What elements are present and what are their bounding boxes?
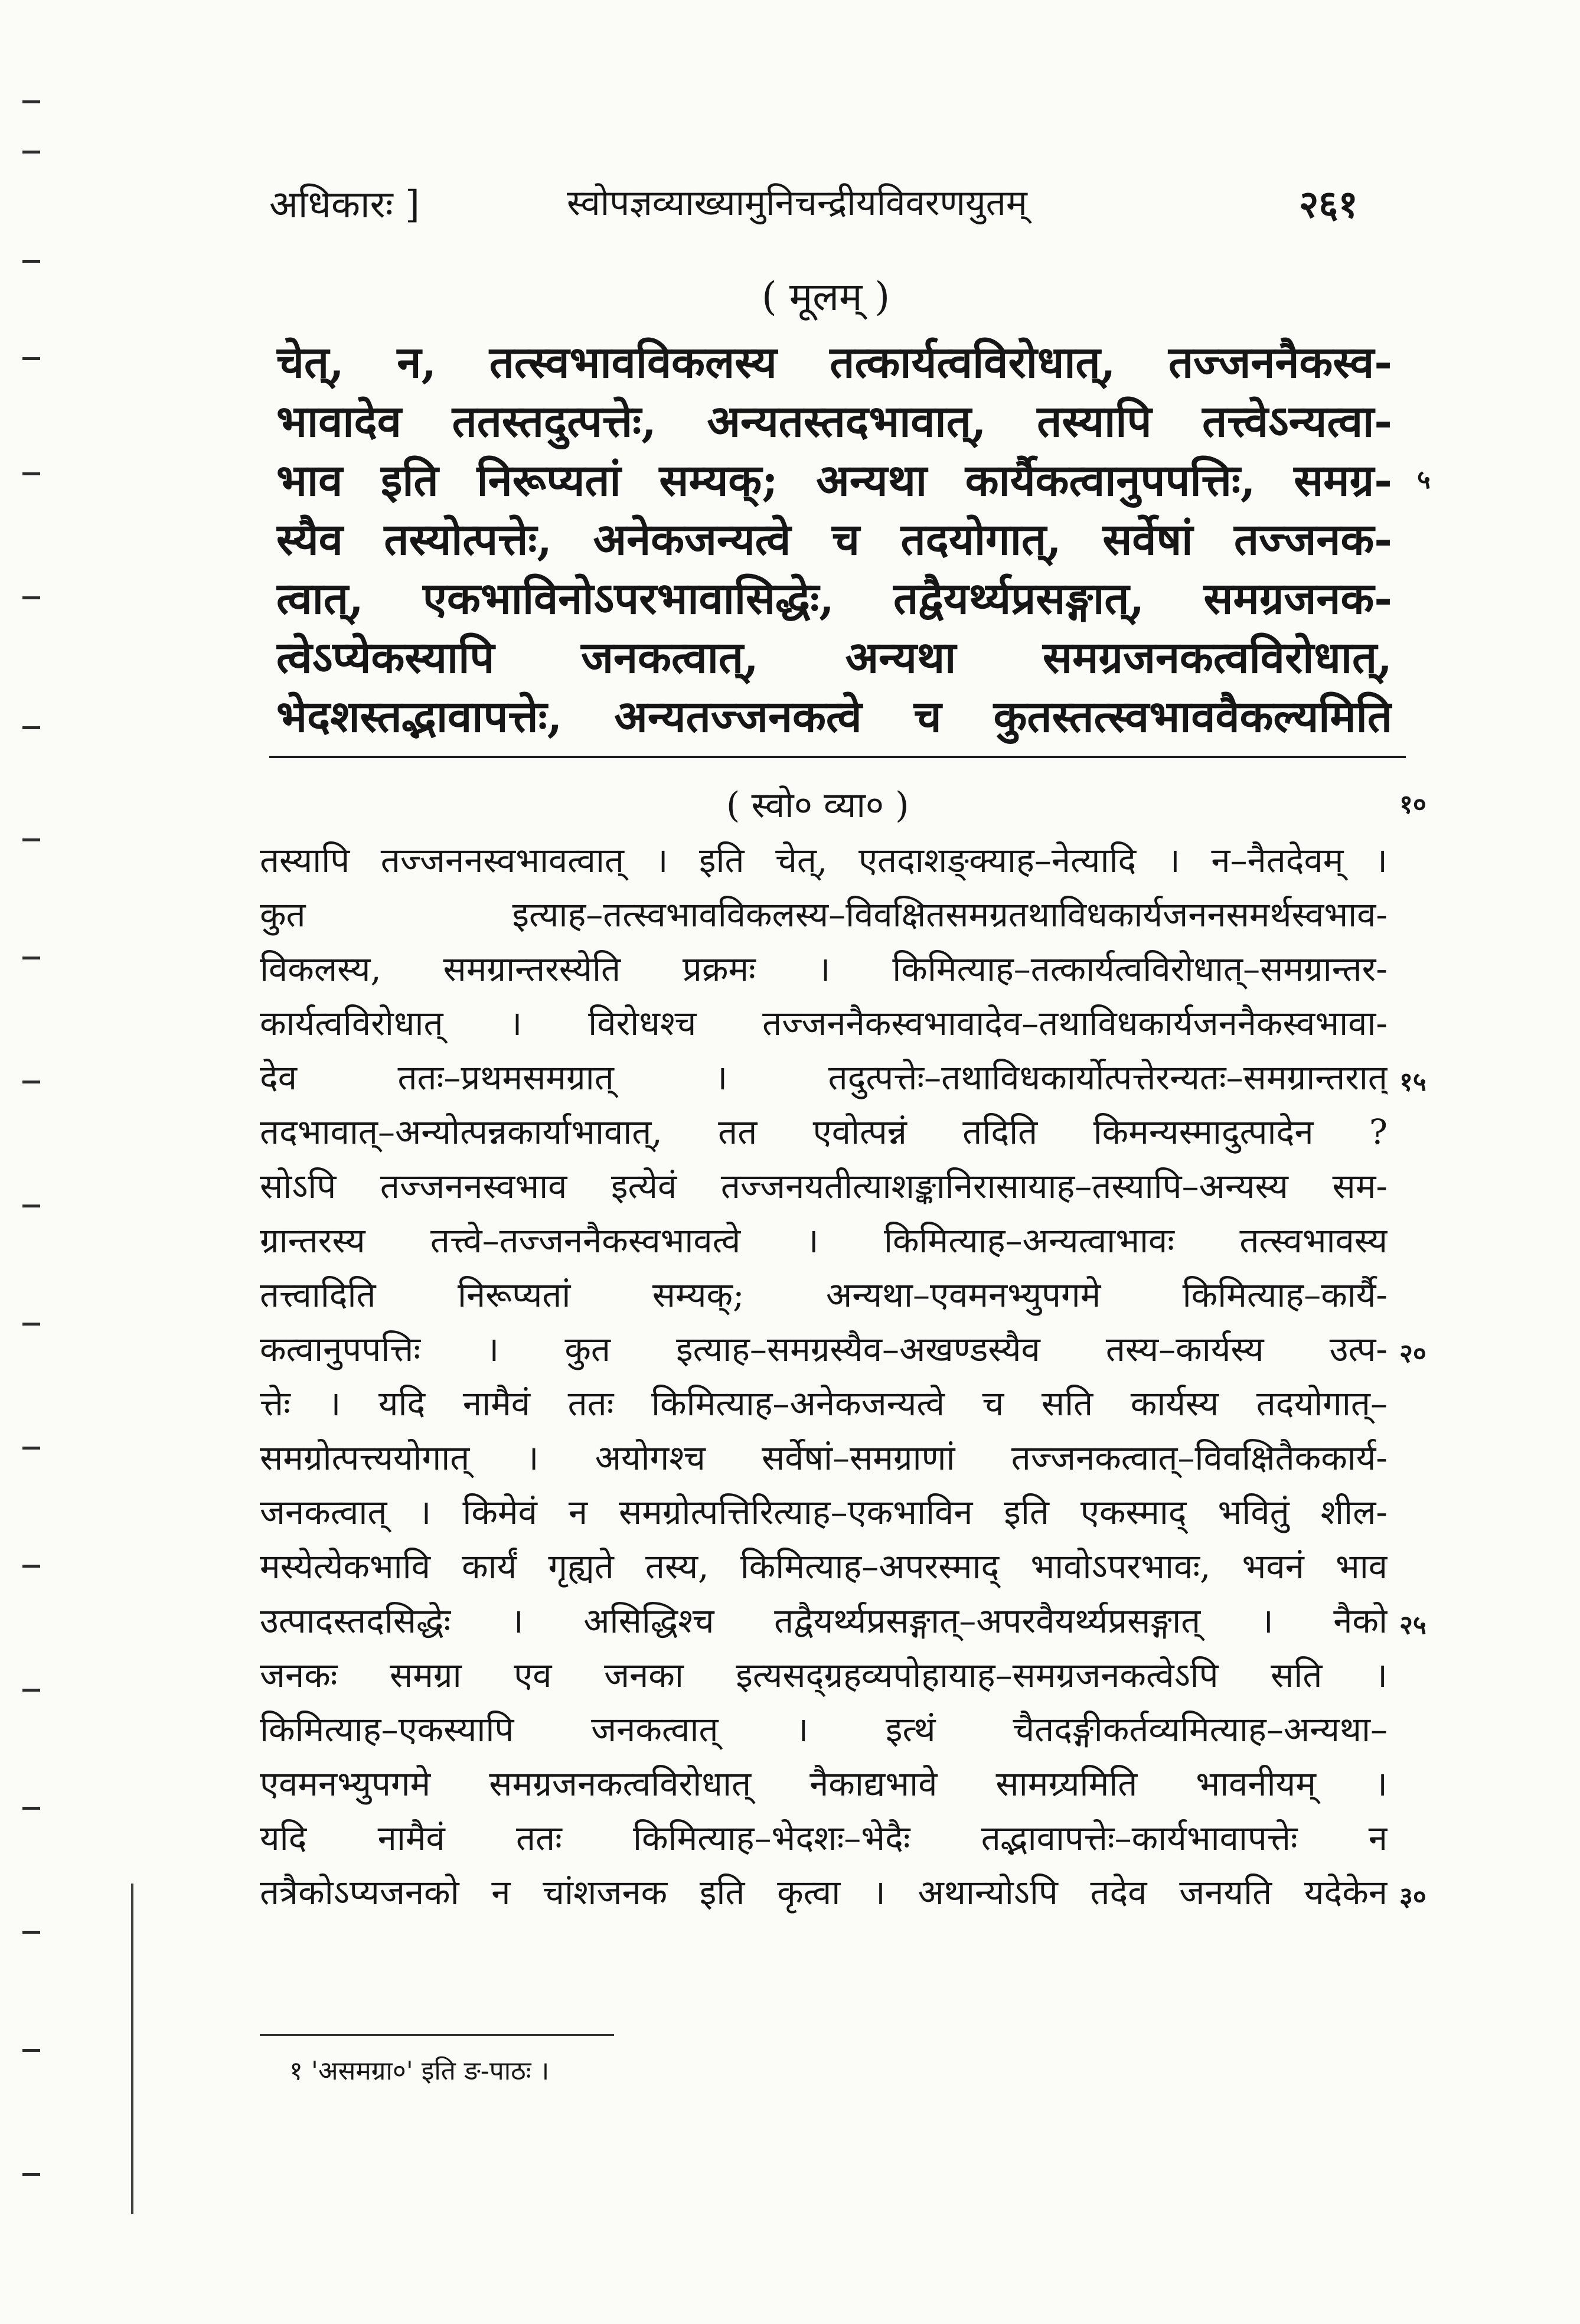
commentary-line: एवमनभ्युपगमे समग्रजनकत्वविरोधात् नैकाद्यभावे सामग्र्यमिति भावनीयम् । — [260, 1764, 1388, 1804]
binding-line — [131, 1884, 133, 2214]
mula-line: चेत्, न, तत्स्वभावविकलस्य तत्कार्यत्वविरोधात्, तज्जननैकस्व- — [276, 337, 1392, 388]
margin-mark — [22, 1807, 40, 1810]
margin-mark — [22, 1689, 40, 1692]
commentary-line: तत्रैकोऽप्यजनको न चांशजनक इति कृत्वा । अथान्योऽपि तदेव जनयति यदेकेन — [260, 1872, 1388, 1912]
margin-mark — [22, 838, 40, 841]
commentary-line: मस्येत्येकभावि कार्यं गृह्यते तस्य, किमित्याह–अपरस्माद् भावोऽपरभावः, भवनं भाव — [260, 1546, 1388, 1587]
commentary-line: कत्वानुपपत्तिः । कुत इत्याह–समग्रस्यैव–अखण्डस्यैव तस्य–कार्यस्य उत्प- — [260, 1329, 1388, 1369]
mula-line: भावादेव ततस्तदुत्पत्तेः, अन्यतस्तदभावात्, तस्यापि तत्त्वेऽन्यत्वा- — [276, 396, 1392, 447]
margin-mark — [22, 1205, 40, 1207]
vyakhya-heading: ( स्वो० व्या० ) — [726, 785, 909, 826]
commentary-line: तस्यापि तज्जननस्वभावत्वात् । इति चेत्, एतदाशङ्क्याह–नेत्यादि । न–नैतदेवम् । — [260, 840, 1388, 880]
margin-mark — [22, 357, 40, 360]
margin-mark — [22, 1447, 40, 1450]
margin-mark — [22, 100, 40, 103]
margin-mark — [22, 957, 40, 959]
commentary-line: समग्रोत्पत्त्ययोगात् । अयोगश्च सर्वेषां–समग्राणां तज्जनकत्वात्–विवक्षितैककार्य- — [260, 1438, 1388, 1478]
margin-mark — [22, 2049, 40, 2052]
commentary-line: कार्यत्वविरोधात् । विरोधश्च तज्जननैकस्वभावादेव–तथाविधकार्यजननैकस्वभावा- — [260, 1003, 1388, 1043]
margin-mark — [22, 596, 40, 599]
mula-line: भेदशस्तद्भावापत्तेः, अन्यतज्जनकत्वे च कुतस्तत्स्वभाववैकल्यमिति — [276, 691, 1392, 742]
commentary-line: त्तेः । यदि नामैवं ततः किमित्याह–अनेकजन्यत्वे च सति कार्यस्य तदयोगात्– — [260, 1383, 1388, 1424]
commentary-line: जनकत्वात् । किमेवं न समग्रोत्पत्तिरित्याह–एकभाविन इति एकस्माद् भवितुं शील- — [260, 1492, 1388, 1532]
line-number: ५ — [1417, 465, 1431, 495]
line-number: १५ — [1399, 1067, 1426, 1097]
margin-mark — [22, 2173, 40, 2176]
commentary-line: उत्पादस्तदसिद्धेः । असिद्धिश्च तद्वैयर्थ्यप्रसङ्गात्–अपरवैयर्थ्यप्रसङ्गात् । नैको — [260, 1601, 1388, 1641]
mula-line: भाव इति निरूप्यतां सम्यक्; अन्यथा कार्यैकत्वानुपपत्तिः, समग्र- — [276, 455, 1392, 506]
commentary-line: कुत इत्याह–तत्स्वभावविकलस्य–विवक्षितसमग्रतथाविधकार्यजननसमर्थस्वभाव- — [260, 895, 1388, 935]
running-title: स्वोपज्ञव्याख्यामुनिचन्द्रीयविवरणयुतम् — [567, 182, 1027, 224]
margin-mark — [22, 472, 40, 475]
page-number: २६१ — [1299, 182, 1358, 227]
commentary-line: ग्रान्तरस्य तत्त्वे–तज्जननैकस्वभावत्वे । किमित्याह–अन्यत्वाभावः तत्स्वभावस्य — [260, 1220, 1388, 1261]
line-number: ३० — [1399, 1882, 1426, 1912]
section-divider — [269, 756, 1406, 758]
margin-mark — [22, 1081, 40, 1083]
margin-mark — [22, 1931, 40, 1934]
line-number: २० — [1399, 1339, 1426, 1369]
margin-mark — [22, 1565, 40, 1568]
margin-mark — [22, 726, 40, 729]
commentary-line: जनकः समग्रा एव जनका इत्यसद्ग्रहव्यपोहायाह–समग्रजनकत्वेऽपि सति । — [260, 1655, 1388, 1695]
commentary-line: विकलस्य, समग्रान्तरस्येति प्रक्रमः । किमित्याह–तत्कार्यत्वविरोधात्–समग्रान्तर- — [260, 949, 1388, 989]
section-label: अधिकारः ] — [269, 183, 420, 227]
commentary-line: देव ततः–प्रथमसमग्रात् । तदुत्पत्तेः–तथाविधकार्योत्पत्तेरन्यतः–समग्रान्तरात् — [260, 1057, 1388, 1098]
footnote: १ 'असमग्रा०' इति ङ-पाठः । — [289, 2056, 550, 2086]
mula-line: स्यैव तस्योत्पत्तेः, अनेकजन्यत्वे च तदयोगात्, सर्वेषां तज्जनक- — [276, 514, 1392, 565]
margin-mark — [22, 151, 40, 154]
line-number: २५ — [1399, 1610, 1426, 1640]
commentary-line: सोऽपि तज्जननस्वभाव इत्येवं तज्जनयतीत्याशङ्कानिरासायाह–तस्यापि–अन्यस्य सम- — [260, 1166, 1388, 1206]
commentary-line: यदि नामैवं ततः किमित्याह–भेदशः–भेदैः तद्भावापत्तेः–कार्यभावापत्तेः न — [260, 1818, 1388, 1858]
commentary-line: किमित्याह–एकस्यापि जनकत्वात् । इत्थं चैतदङ्गीकर्तव्यमित्याह–अन्यथा– — [260, 1709, 1388, 1749]
line-number: १० — [1399, 789, 1426, 820]
mula-line: त्वेऽप्येकस्यापि जनकत्वात्, अन्यथा समग्रजनकत्वविरोधात्, — [276, 632, 1392, 683]
margin-mark — [22, 1323, 40, 1326]
commentary-line: तत्त्वादिति निरूप्यतां सम्यक्; अन्यथा–एवमनभ्युपगमे किमित्याह–कार्यै- — [260, 1275, 1388, 1315]
mula-heading: ( मूलम् ) — [762, 274, 890, 319]
commentary-line: तदभावात्–अन्योत्पन्नकार्याभावात्, तत एवोत्पन्नं तदिति किमन्यस्मादुत्पादेन ? — [260, 1112, 1388, 1152]
margin-mark — [22, 260, 40, 263]
footnote-divider — [260, 2034, 614, 2036]
mula-line: त्वात्, एकभाविनोऽपरभावासिद्धेः, तद्वैयर्थ्यप्रसङ्गात्, समग्रजनक- — [276, 573, 1392, 624]
